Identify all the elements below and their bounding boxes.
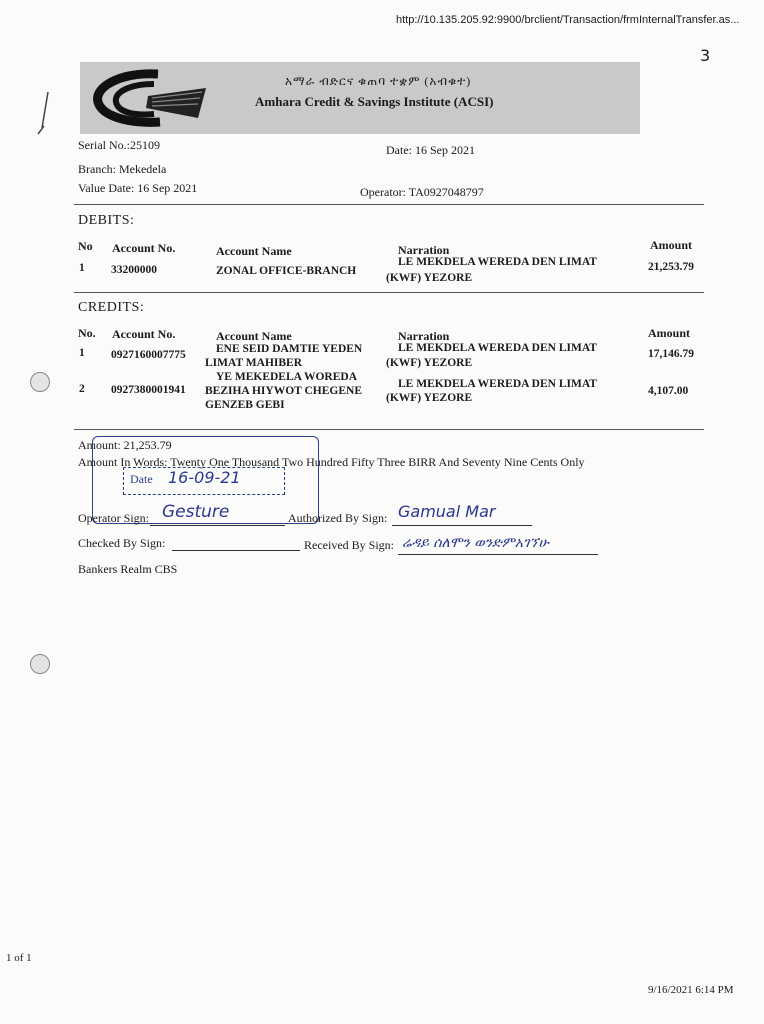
- credits-header-account-name: Account Name: [216, 329, 292, 343]
- page-counter: 1 of 1: [6, 952, 32, 964]
- debit-amount: 21,253.79: [648, 261, 694, 273]
- binder-hole-icon: [30, 654, 50, 674]
- debit-narration-line2: (KWF) YEZORE: [386, 272, 473, 284]
- authorized-sign-line: [392, 525, 532, 526]
- value-date: Value Date: 16 Sep 2021: [78, 181, 198, 195]
- authorized-sign-label: Authorized By Sign:: [288, 511, 388, 525]
- credit-1-narration-line2: (KWF) YEZORE: [386, 357, 473, 369]
- credit-1-account-name-line2: LIMAT MAHIBER: [205, 357, 303, 369]
- total-amount: Amount: 21,253.79: [78, 438, 172, 452]
- credit-1-amount: 17,146.79: [648, 348, 694, 360]
- operator-sign-line: [150, 525, 285, 526]
- credit-2-no: 2: [79, 383, 85, 395]
- credit-1-no: 1: [79, 347, 85, 359]
- credit-2-account-no: 0927380001941: [111, 384, 186, 396]
- divider: [74, 204, 704, 205]
- credit-2-narration-line2: (KWF) YEZORE: [386, 392, 473, 404]
- credit-2-amount: 4,107.00: [648, 385, 689, 397]
- system-name: Bankers Realm CBS: [78, 562, 178, 576]
- handwritten-page-number: 3: [700, 46, 711, 65]
- checked-sign-line: [172, 550, 300, 551]
- received-sign-label: Received By Sign:: [304, 538, 394, 552]
- debit-account-name: ZONAL OFFICE-BRANCH: [216, 265, 357, 277]
- credit-2-account-name-line3: GENZEB GEBI: [205, 399, 285, 411]
- acsi-logo-icon: [88, 68, 218, 130]
- credit-1-narration-line1: LE MEKDELA WEREDA DEN LIMAT: [398, 342, 597, 354]
- stamp-date-label: Date: [130, 472, 153, 486]
- debit-no: 1: [79, 262, 85, 274]
- credit-2-narration-line1: LE MEKDELA WEREDA DEN LIMAT: [398, 378, 597, 390]
- page-url: http://10.135.205.92:9900/brclient/Transaction/frmInternalTransfer.as...: [396, 14, 740, 26]
- credits-header-no: No.: [78, 326, 96, 340]
- credit-2-account-name-line1: YE MEKEDELA WOREDA: [216, 371, 358, 383]
- binder-hole-icon: [30, 372, 50, 392]
- authorized-signature: Gamual Mar: [398, 502, 496, 521]
- checked-sign-label: Checked By Sign:: [78, 536, 166, 550]
- stamp-date-box: [123, 467, 285, 495]
- debit-account-no: 33200000: [111, 264, 157, 276]
- credits-title: CREDITS:: [78, 300, 145, 315]
- debits-header-no: No: [78, 239, 93, 253]
- debits-header-narration: Narration: [398, 243, 450, 257]
- debit-narration-line1: LE MEKDELA WEREDA DEN LIMAT: [398, 256, 597, 268]
- branch: Branch: Mekedela: [78, 162, 167, 176]
- org-name-english: Amhara Credit & Savings Institute (ACSI): [255, 94, 494, 109]
- serial-number: Serial No.:25109: [78, 138, 160, 152]
- margin-check-mark: [28, 88, 58, 138]
- transaction-date: Date: 16 Sep 2021: [386, 143, 475, 157]
- credits-header-narration: Narration: [398, 329, 450, 343]
- amount-in-words: Amount In Words: Twenty One Thousand Two Hundred Fifty Three BIRR And Seventy Nine Cents Only: [78, 455, 585, 469]
- divider: [74, 429, 704, 430]
- divider: [74, 292, 704, 293]
- credits-header-amount: Amount: [648, 326, 691, 340]
- operator-signature: Gesture: [162, 502, 230, 522]
- debits-title: DEBITS:: [78, 213, 135, 228]
- debits-header-account-no: Account No.: [112, 241, 176, 255]
- received-signature: ሬዳይ ሰለሞን ወንድምአገኘሁ: [402, 535, 549, 551]
- operator-id: Operator: TA0927048797: [360, 185, 484, 199]
- stamp-date-value: 16-09-21: [168, 468, 241, 487]
- credit-1-account-no: 0927160007775: [111, 349, 186, 361]
- debits-header-account-name: Account Name: [216, 244, 292, 258]
- print-timestamp: 9/16/2021 6:14 PM: [648, 984, 734, 996]
- received-sign-line: [398, 554, 598, 555]
- debits-header-amount: Amount: [650, 238, 693, 252]
- org-name-amharic: አማራ ብድርና ቁጠባ ተቋም (አብቁተ): [285, 74, 472, 88]
- credit-1-account-name-line1: ENE SEID DAMTIE YEDEN: [216, 343, 363, 355]
- credits-header-account-no: Account No.: [112, 327, 176, 341]
- credit-2-account-name-line2: BEZIHA HIYWOT CHEGENE: [205, 385, 362, 397]
- operator-sign-label: Operator Sign:: [78, 511, 149, 525]
- header-banner: [80, 62, 640, 134]
